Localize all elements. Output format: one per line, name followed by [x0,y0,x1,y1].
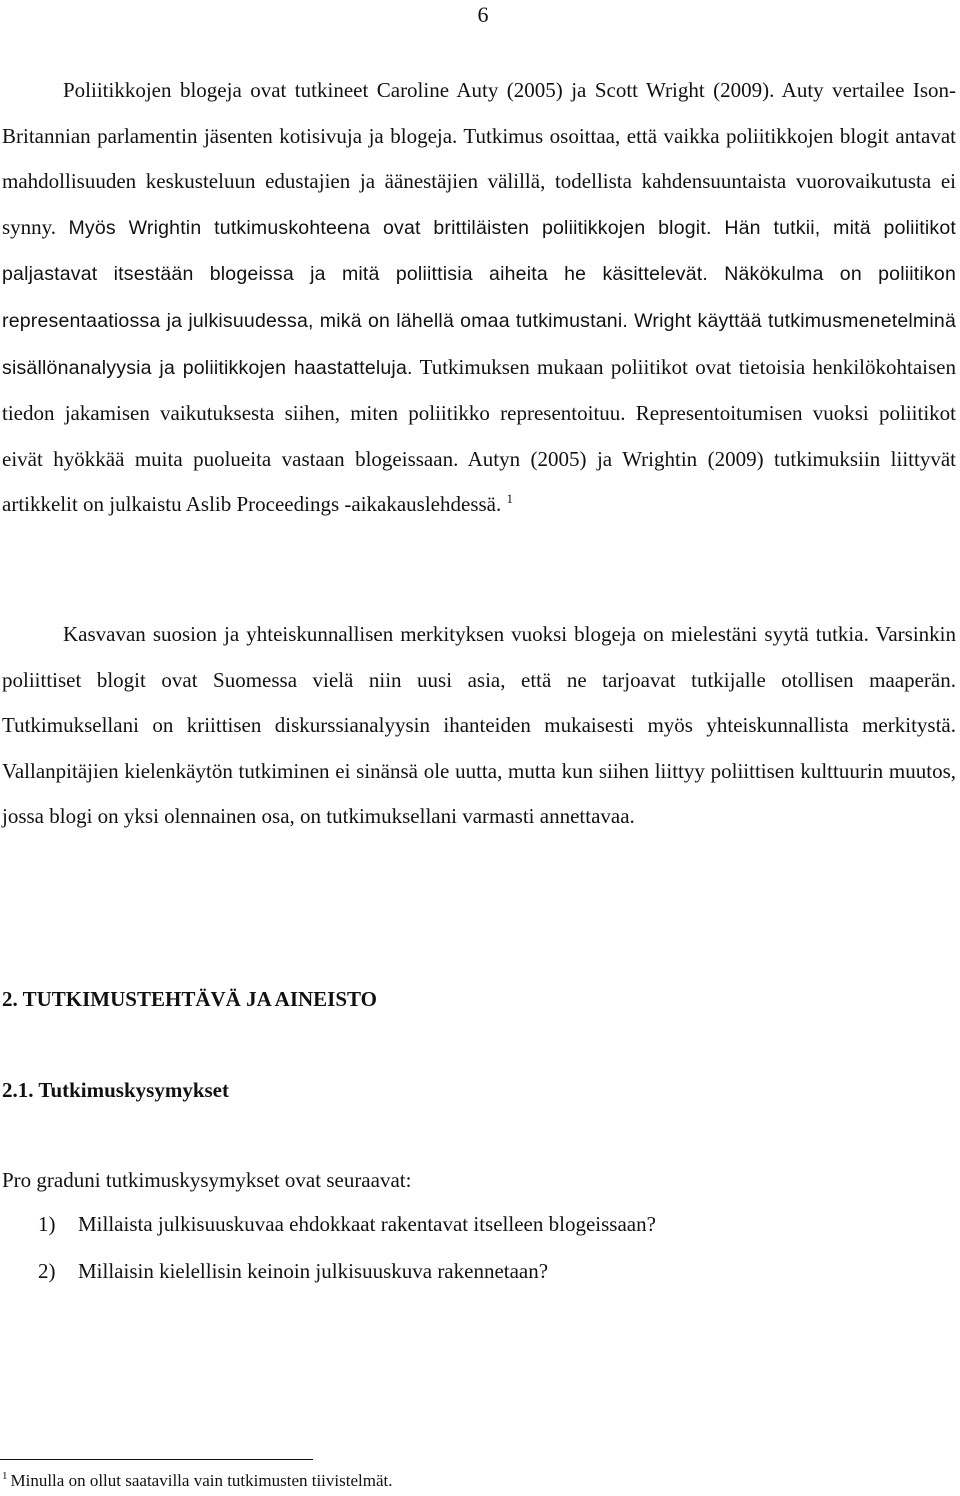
paragraph-text-serif-continued: Tutkimuksen mukaan poliitikot ovat tietoisia henkilökohtaisen tiedon jakamisen vaikutuksesta siihen, miten poliitikko representoituu. Representoitumisen vuoksi poliitikot eivät hyökkää muita puolueita vastaan blogeissaan. Autyn (2005) ja Wrightin (2009) tutkimuksiin liittyvät artikkelit on julkaistu Aslib Proceedings -aikakauslehdessä. [2,354,956,517]
research-questions-list [38,1209,656,1303]
footnote-mark: 1 [2,1470,8,1482]
footnote-text: Minulla on ollut saatavilla vain tutkimusten tiivistelmät. [10,1471,393,1490]
footnote [2,1470,392,1492]
section-heading: 2. TUTKIMUSTEHTÄVÄ JA AINEISTO [2,987,377,1011]
paragraph-motivation: Kasvavan suosion ja yhteiskunnallisen merkityksen vuoksi blogeja on mielestäni syytä tutkia. Varsinkin poliittiset blogit ovat Suomessa vielä niin uusi asia, että ne tarjoavat tutkijalle otollisen maaperän. Tutkimuksellani on kriittisen diskurssianalyysin ihanteiden mukaisesti myös yhteiskunnallista merkitystä. Vallanpitäjien kielenkäytön tutkiminen ei sinänsä ole uutta, mutta kun siihen liittyy poliittisen kulttuurin muutos, jossa blogi on yksi olennainen osa, on tutkimuksellani varmasti annettavaa. [2,622,956,829]
list-item-number: 2) [38,1259,56,1283]
page-number: 6 [477,2,489,27]
list-item-text: Millaisin kielellisin keinoin julkisuuskuva rakennetaan? [78,1259,549,1283]
list-item-text: Millaista julkisuuskuvaa ehdokkaat rakentavat itselleen blogeissaan? [78,1212,656,1236]
subsection-heading: 2.1. Tutkimuskysymykset [2,1078,229,1102]
paragraph-text-serif: Poliitikkojen blogeja ovat tutkineet Caroline Auty (2005) ja Scott Wright (2009). Auty vertailee Ison-Britannian parlamentin jäsenten kotisivuja ja blogeja. Tutkimus osoittaa, että vaikka poliitikkojen blogit antavat mahdollisuuden keskusteluun edustajien ja äänestäjien välillä, todellista kahdensuuntaista vuorovaikutusta ei synny. [2,78,956,239]
list-item [38,1209,656,1256]
footnote-divider [0,1459,313,1460]
research-questions-intro: Pro graduni tutkimuskysymykset ovat seuraavat: [2,1168,412,1192]
paragraph-blog-research [2,68,956,528]
list-item [38,1256,656,1303]
footnote-reference: 1 [506,491,513,507]
paragraph-text-sans: Myös Wrightin tutkimuskohteena ovat brittiläisten poliitikkojen blogit. Hän tutkii, mitä poliitikot paljastavat itsestään blogeissa ja mitä poliittisia aiheita he käsittelevät. Näkökulma on poliitikon representaatiossa ja julkisuudessa, mikä on lähellä omaa tutkimustani. Wright käyttää tutkimusmenetelminä sisällönanalyysia ja poliitikkojen haastatteluja. [2,216,957,379]
list-item-number: 1) [38,1212,56,1236]
